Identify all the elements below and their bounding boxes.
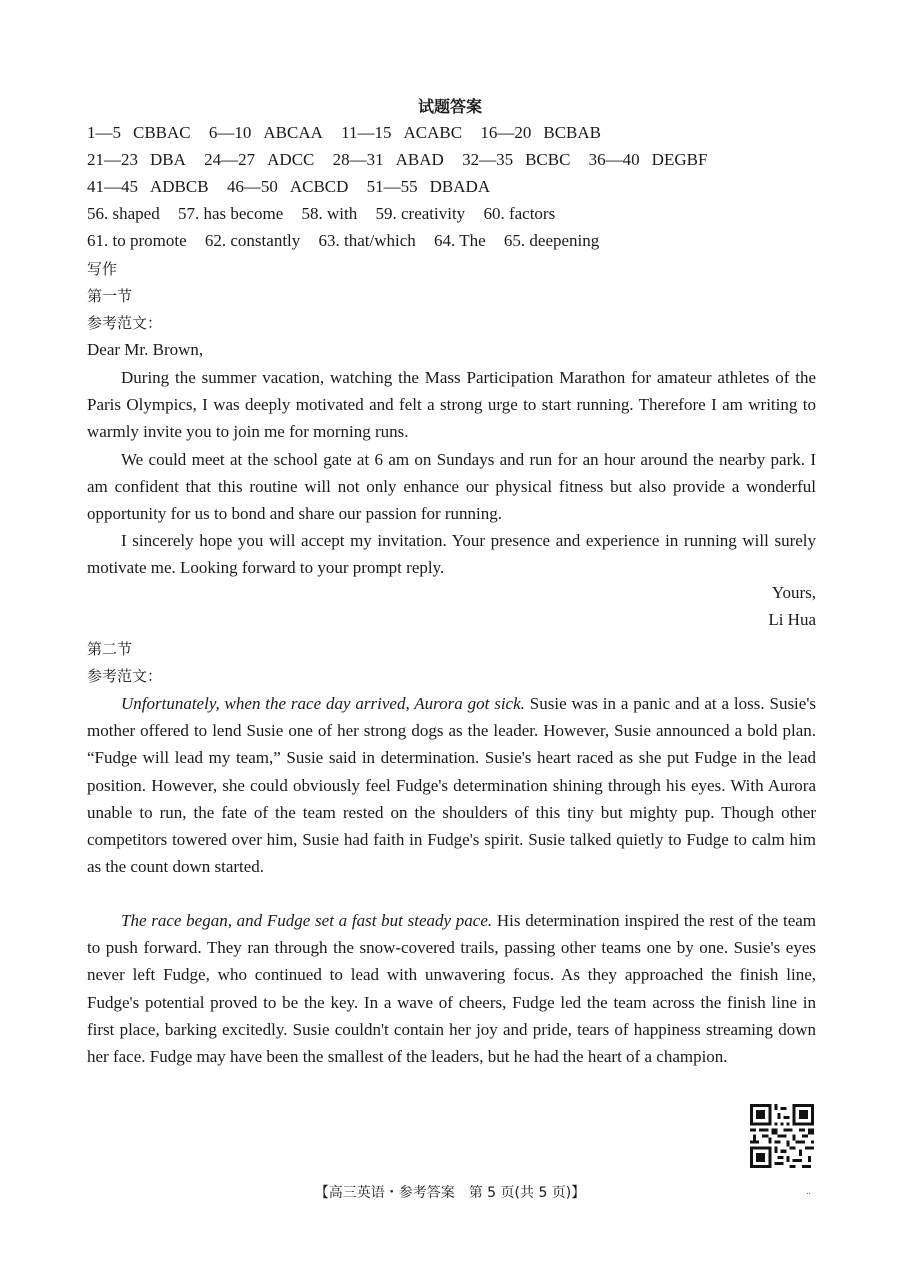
section1-ref-label: 参考范文： <box>87 314 163 332</box>
footer-mark: .. <box>806 1186 811 1197</box>
answer-range: 16—20 <box>480 123 532 142</box>
story-paragraph-1-lead: Unfortunately, when the race day arrived, Aurora got sick. <box>121 694 525 713</box>
fill-in-answer: 64. The <box>434 231 486 250</box>
fill-in-answer: 65. deepening <box>503 231 600 250</box>
fill-in-answer: 56. shaped <box>87 204 160 223</box>
answer-value: BCBAB <box>543 123 601 142</box>
section1-heading: 第一节 <box>87 287 133 305</box>
fill-in-row-1 <box>87 203 569 225</box>
fill-in-row-2 <box>87 230 613 252</box>
answer-range: 11—15 <box>341 123 392 142</box>
fill-in-answer: 57. has become <box>177 204 284 223</box>
answer-range: 32—35 <box>462 150 514 169</box>
answer-range: 51—55 <box>366 177 418 196</box>
answer-value: DBA <box>150 150 186 169</box>
answer-value: ABCAA <box>263 123 323 142</box>
answer-range: 46—50 <box>226 177 278 196</box>
story-paragraph-2-lead: The race began, and Fudge set a fast but steady pace. <box>121 911 493 930</box>
writing-heading: 写作 <box>87 260 118 278</box>
story-paragraph-2 <box>87 907 816 1070</box>
qr-code-icon <box>750 1104 814 1168</box>
letter-paragraph-2: We could meet at the school gate at 6 am on Sundays and run for an hour around the nearby park. I am confident that this routine will not only enhance our physical fitness but also provide a wonderful opportunity for us to bond and share our passion for running. <box>87 450 816 524</box>
answer-range: 21—23 <box>87 150 138 169</box>
fill-in-answer: 63. that/which <box>318 231 416 250</box>
fill-in-answer: 62. constantly <box>204 231 301 250</box>
story-paragraph-2-body: His determination inspired the rest of the team to push forward. They ran through the snow-covered trails, passing other teams one by one. Susie's eyes never left Fudge, who continued to lead with unwavering focus. As they approached the finish line, Fudge's potential proved to be the key. In a wave of cheers, Fudge led the team across the finish line in first place, barking excitedly. Susie couldn't contain her joy and pride, tears of happiness streaming down her face. Fudge may have been the smallest of the leaders, but he had the heart of a champion. <box>87 911 817 1067</box>
answer-range: 24—27 <box>204 150 256 169</box>
document-title: 试题答案 <box>417 97 482 116</box>
answer-value: DEGBF <box>651 150 708 169</box>
section2-heading: 第二节 <box>87 640 133 658</box>
answer-value: ADCC <box>267 150 315 169</box>
answer-range: 6—10 <box>208 123 252 142</box>
answer-row-3 <box>87 176 504 198</box>
letter-signature: Li Hua <box>768 610 816 629</box>
letter-salutation: Dear Mr. Brown, <box>87 340 204 359</box>
section2-ref-label: 参考范文： <box>87 667 163 685</box>
letter-paragraph-1: During the summer vacation, watching the Mass Participation Marathon for amateur athletes of the Paris Olympics, I was deeply motivated and felt a strong urge to start running. Therefore I am writing to warmly invite you to join me for morning runs. <box>87 368 816 442</box>
answer-value: ACABC <box>403 123 463 142</box>
story-paragraph-1-body: Susie was in a panic and at a loss. Susie's mother offered to lend Susie one of her strong dogs as the leader. However, Susie announced a bold plan. “Fudge will lead my team,” Susie said in determination. Susie's heart raced as she put Fudge in the lead position. However, she could obviously feel Fudge's determination shining through his eyes. With Aurora unable to run, the fate of the team rested on the shoulders of this tiny but mighty pup. Though other competitors towered over him, Susie had faith in Fudge's spirit. Susie talked quietly to Fudge to calm him as the count down started. <box>87 694 817 877</box>
answer-value: CBBAC <box>133 123 191 142</box>
answer-value: ABAD <box>395 150 444 169</box>
fill-in-answer: 60. factors <box>483 204 556 223</box>
fill-in-answer: 61. to promote <box>87 231 187 250</box>
answer-value: DBADA <box>429 177 491 196</box>
answer-value: ACBCD <box>289 177 349 196</box>
fill-in-answer: 58. with <box>301 204 358 223</box>
page-footer: 【高三英语・参考答案 第 5 页(共 5 页)】 <box>314 1185 586 1201</box>
fill-in-answer: 59. creativity <box>375 204 466 223</box>
answer-range: 28—31 <box>332 150 384 169</box>
answer-value: ADBCB <box>150 177 209 196</box>
answer-row-1 <box>87 122 615 144</box>
answer-range: 1—5 <box>87 123 121 142</box>
answer-range: 36—40 <box>588 150 640 169</box>
answer-range: 41—45 <box>87 177 138 196</box>
answer-row-2 <box>87 149 721 171</box>
answer-value: BCBC <box>525 150 571 169</box>
story-paragraph-1 <box>87 690 816 880</box>
letter-paragraph-3: I sincerely hope you will accept my invitation. Your presence and experience in running will surely motivate me. Looking forward to your prompt reply. <box>87 531 816 578</box>
letter-closing: Yours, <box>771 583 816 602</box>
